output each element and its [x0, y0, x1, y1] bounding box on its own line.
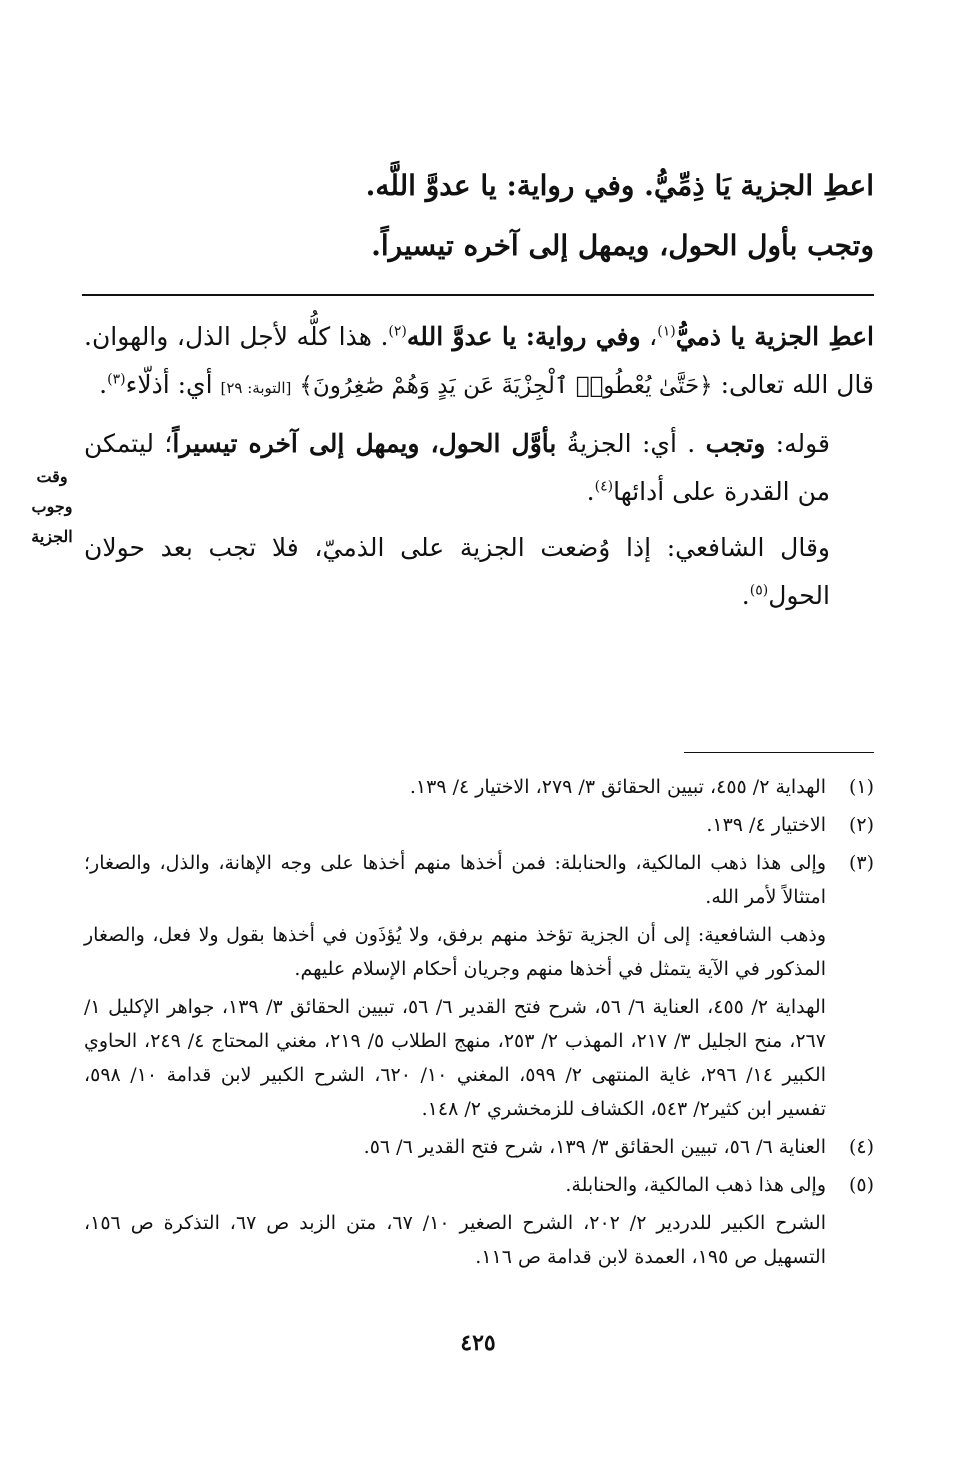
footnote-text: العناية ٦/ ٥٦، تبيين الحقائق ٣/ ١٣٩، شرح فتح القدير ٦/ ٥٦.: [363, 1136, 826, 1158]
footnote-ref[interactable]: (٢): [388, 323, 407, 340]
footnote-item: [84, 1130, 874, 1168]
page-number: ٤٢٥: [460, 1330, 496, 1356]
footnote-number: (٣): [848, 852, 874, 874]
footnote-text: وإلى هذا ذهب المالكية، والحنابلة.: [565, 1174, 826, 1196]
footnote-item: [84, 770, 874, 808]
sharh-bold-text: اعطِ الجزية يا ذميُّ: [675, 322, 874, 351]
quran-verse: ﴿حَتَّىٰ يُعْطُوا۟ ٱلْجِزْيَةَ عَن يَدٍ وَهُمْ صَٰغِرُونَ﴾: [299, 373, 713, 399]
margin-note-line: الجزية: [31, 527, 73, 546]
sharh-paragraph-2: [84, 420, 874, 516]
sharh-bold-text: بأوَّل الحول، ويمهل إلى آخره تيسيراً: [172, 429, 557, 458]
matn-line-2: وتجب بأول الحول، ويمهل إلى آخره تيسيراً.: [371, 229, 874, 262]
sharh-text-run: وقال الشافعي: إذا وُضعت الجزية على الذميّ، فلا تجب بعد حولان الحول: [84, 533, 830, 610]
footnote-ref[interactable]: (٥): [749, 582, 769, 599]
footnote-number: (١): [848, 776, 874, 798]
footnotes: [84, 770, 874, 1278]
footnote-separator: [684, 752, 874, 753]
sharh-text-run: .: [586, 477, 595, 506]
sharh-text: [84, 313, 874, 620]
margin-note-line: وقت: [36, 467, 68, 486]
sharh-paragraph-3: [84, 524, 874, 620]
footnote-ref[interactable]: (٤): [594, 478, 614, 495]
footnote-number: (٤): [848, 1136, 874, 1158]
sharh-paragraph-1: [84, 313, 874, 412]
footnote-text: الاختيار ٤/ ١٣٩.: [706, 814, 826, 836]
footnote-number: (٢): [848, 814, 874, 836]
footnote-ref[interactable]: (٣): [107, 371, 126, 388]
footnote-item: [84, 1168, 874, 1278]
sharh-text-run: .: [99, 370, 108, 399]
footnote-text: الهداية ٢/ ٤٥٥، العناية ٦/ ٥٦، شرح فتح القدير ٦/ ٥٦، تبيين الحقائق ٣/ ١٣٩، جواهر الإكليل ١/ ٢٦٧، منح الجليل ٣/ ٢١٧، المهذب ٢/ ٢٥٣، منهج الطلاب ٥/ ٢١٩، مغني المحتاج ٤/ ٢٤٩، الحاوي الكبير ١٤/ ٢٩٦، غاية المنتهى ٢/ ٥٩٩، المغني ١٠/ ٦٢٠، الشرح الكبير لابن قدامة ١٠/ ٥٩٨، تفسير ابن كثير٢/ ٥٤٣، الكشاف للزمخشري ٢/ ١٤٨.: [84, 996, 826, 1120]
matn-text: [84, 156, 874, 276]
sharh-text-run: . هذا كلُّه لأجل الذل، والهوان. قال الله تعالى:: [84, 322, 874, 399]
footnote-item: [84, 808, 874, 846]
quran-reference: [التوبة: ٢٩]: [220, 379, 292, 397]
footnote-text: وإلى هذا ذهب المالكية، والحنابلة: فمن أخذها منهم أخذها على وجه الإهانة، والذل، والصغار؛ امتثالاً لأمر الله.: [84, 852, 826, 908]
footnote-text: وذهب الشافعية: إلى أن الجزية تؤخذ منهم برفق، ولا يُؤذَون في أخذها بقول ولا فعل، والصغار المذكور في الآية يتمثل في أخذها منهم وجريان أحكام الإسلام عليهم.: [84, 924, 826, 980]
sharh-text-run: .: [741, 581, 750, 610]
sharh-text-run: أي: أذلّاء: [125, 370, 221, 399]
sharh-text-run: قوله:: [765, 429, 830, 458]
matn-sharh-separator: [82, 294, 874, 296]
sharh-text-run: ؛ ليتمكن من القدرة على أدائها: [84, 429, 830, 506]
matn-line-1: اعطِ الجزية يَا ذِمِّيُّ. وفي رواية: يا عدوَّ اللَّه.: [365, 169, 874, 202]
sharh-text-run: . أي: الجزيةُ: [556, 429, 706, 458]
sharh-bold-text: وتجب: [705, 429, 766, 458]
margin-note: [14, 462, 90, 552]
footnote-ref[interactable]: (١): [657, 323, 676, 340]
footnote-text: الشرح الكبير للدردير ٢/ ٢٠٢، الشرح الصغير ١٠/ ٦٧، متن الزبد ص ٦٧، التذكرة ص ١٥٦، التسهيل ص ١٩٥، العمدة لابن قدامة ص ١١٦.: [84, 1212, 826, 1268]
footnote-item: [84, 846, 874, 1130]
sharh-text-run: ،: [640, 322, 658, 351]
footnote-text: الهداية ٢/ ٤٥٥، تبيين الحقائق ٣/ ٢٧٩، الاختيار ٤/ ١٣٩.: [409, 776, 826, 798]
footnote-number: (٥): [848, 1174, 874, 1196]
sharh-bold-text: وفي رواية: يا عدوَّ الله: [406, 322, 641, 351]
margin-note-line: وجوب: [31, 497, 73, 516]
